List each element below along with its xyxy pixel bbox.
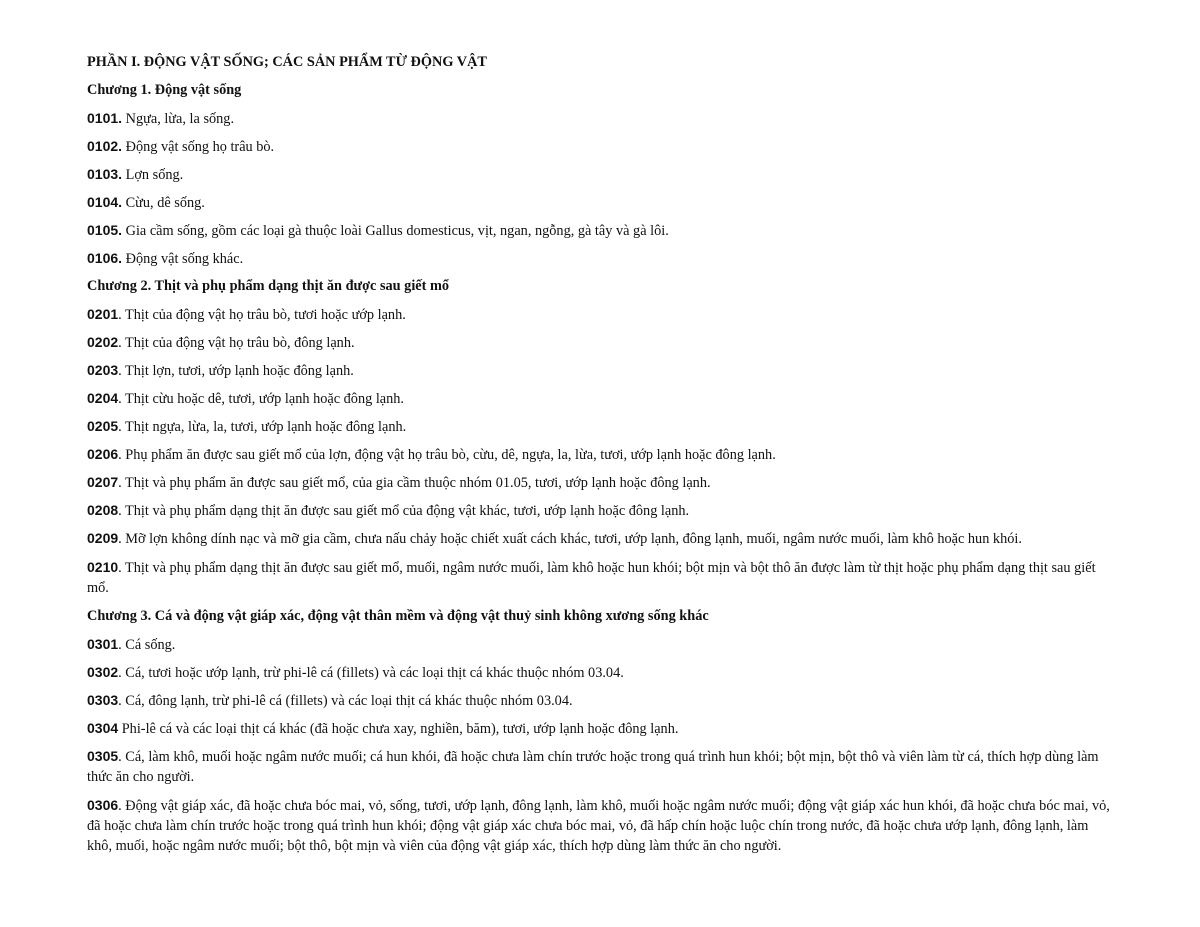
entry-0207 [87,472,1112,500]
entry-text: . Thịt và phụ phẩm ăn được sau giết mổ, của gia cầm thuộc nhóm 01.05, tươi, ướp lạnh hoặc đông lạnh. [118,475,711,491]
entry-text: . Cá, làm khô, muối hoặc ngâm nước muối; cá hun khói, đã hoặc chưa làm chín trước hoặc trong quá trình hun khói; bột mịn, bột thô và viên làm từ cá, thích hợp dùng làm thức ăn cho người. [87,749,1099,785]
entry-text: . Cá, tươi hoặc ướp lạnh, trừ phi-lê cá (fillets) và các loại thịt cá khác thuộc nhóm 03.04. [118,665,624,681]
entry-code: 0102. [87,138,123,154]
entry-code: 0206 [87,446,119,462]
entry-text: . Thịt của động vật họ trâu bò, tươi hoặc ướp lạnh. [118,307,406,323]
entry-0209 [87,528,1112,549]
entry-0202 [87,332,1112,360]
chapter-title: Chương 1. Động vật sống [87,82,242,98]
entry-code: 0203 [87,362,119,378]
entry-0208 [87,500,1112,528]
entry-0305 [87,746,1112,787]
entry-0105 [87,220,1112,248]
entry-code: 0104. [87,194,123,210]
entry-0205 [87,416,1112,444]
entry-text: . Thịt và phụ phẩm dạng thịt ăn được sau giết mổ của động vật khác, tươi, ướp lạnh hoặc đông lạnh. [118,503,690,519]
entry-code: 0201 [87,306,119,322]
entry-code: 0103. [87,166,123,182]
entry-code: 0210 [87,559,119,575]
entry-text: Động vật sống họ trâu bò. [122,139,275,155]
entry-code: 0302 [87,664,119,680]
entry-text: . Thịt cừu hoặc dê, tươi, ướp lạnh hoặc đông lạnh. [118,391,405,407]
entry-text: . Phụ phẩm ăn được sau giết mổ của lợn, động vật họ trâu bò, cừu, dê, ngựa, la, lừa, tươi, ướp lạnh hoặc đông lạnh. [118,447,776,463]
entry-0201 [87,304,1112,332]
entry-code: 0207 [87,474,119,490]
entry-0301 [87,634,1112,662]
entry-0106 [87,248,1112,276]
chapter-title: Chương 2. Thịt và phụ phẩm dạng thịt ăn được sau giết mổ [87,278,450,294]
entry-text: . Mỡ lợn không dính nạc và mỡ gia cầm, chưa nấu chảy hoặc chiết xuất cách khác, tươi, ướp lạnh, đông lạnh, muối, ngâm nước muối, làm khô hoặc hun khói. [118,531,1022,547]
entry-code: 0209 [87,530,119,546]
entry-0206 [87,444,1112,472]
entry-text: . Động vật giáp xác, đã hoặc chưa bóc mai, vỏ, sống, tươi, ướp lạnh, đông lạnh, làm khô, muối hoặc ngâm nước muối; động vật giáp xác hun khói, đã hoặc chưa bóc mai, vỏ, đã hoặc chưa làm chín trước hoặc trong quá trình hun khói; động vật giáp xác chưa bóc mai, vỏ, đã hấp chín hoặc luộc chín trong nước, đã hoặc chưa ướp lạnh, đông lạnh, làm khô, muối, hoặc ngâm nước muối; bột thô, bột mịn và viên của động vật giáp xác, thích hợp dùng làm thức ăn cho người. [87,798,1110,854]
entry-code: 0208 [87,502,119,518]
entry-text: Phi-lê cá và các loại thịt cá khác (đã hoặc chưa xay, nghiền, băm), tươi, ướp lạnh hoặc đông lạnh. [118,721,679,737]
entry-text: Động vật sống khác. [122,251,244,267]
part-title: PHẦN I. ĐỘNG VẬT SỐNG; CÁC SẢN PHẨM TỪ ĐỘNG VẬT [87,54,487,70]
entry-0306 [87,795,1112,856]
entry-code: 0105. [87,222,123,238]
entry-0102 [87,136,1112,164]
entry-text: Cừu, dê sống. [122,195,205,211]
chapter-title: Chương 3. Cá và động vật giáp xác, động vật thân mềm và động vật thuỷ sinh không xương sống khác [87,608,709,624]
entry-code: 0306 [87,797,119,813]
entry-0204 [87,388,1112,416]
entry-code: 0304 [87,720,119,736]
entry-text: . Cá sống. [118,637,176,653]
entry-text: . Thịt lợn, tươi, ướp lạnh hoặc đông lạnh. [118,363,354,379]
entry-0304 [87,718,1112,746]
entry-text: Ngựa, lừa, la sống. [122,111,235,127]
entry-code: 0101. [87,110,123,126]
entry-code: 0204 [87,390,119,406]
entry-0104 [87,192,1112,220]
entry-text: Lợn sống. [122,167,184,183]
entry-0303 [87,690,1112,718]
entry-code: 0205 [87,418,119,434]
entry-text: . Thịt và phụ phẩm dạng thịt ăn được sau giết mổ, muối, ngâm nước muối, làm khô hoặc hun khói; bột mịn và bột thô ăn được làm từ thịt hoặc phụ phẩm dạng thịt sau giết mổ. [87,560,1096,596]
entry-code: 0202 [87,334,119,350]
entry-text: . Thịt của động vật họ trâu bò, đông lạnh. [118,335,355,351]
entry-code: 0303 [87,692,119,708]
entry-0302 [87,662,1112,690]
entry-0210 [87,557,1112,598]
entry-0103 [87,164,1112,192]
entry-code: 0305 [87,748,119,764]
entry-text: . Thịt ngựa, lừa, la, tươi, ướp lạnh hoặc đông lạnh. [118,419,407,435]
entry-text: . Cá, đông lạnh, trừ phi-lê cá (fillets) và các loại thịt cá khác thuộc nhóm 03.04. [118,693,573,709]
entry-code: 0301 [87,636,119,652]
entry-text: Gia cầm sống, gồm các loại gà thuộc loài Gallus domesticus, vịt, ngan, ngỗng, gà tây và gà lôi. [122,223,669,239]
entry-0203 [87,360,1112,388]
entry-0101 [87,108,1112,136]
entry-code: 0106. [87,250,123,266]
